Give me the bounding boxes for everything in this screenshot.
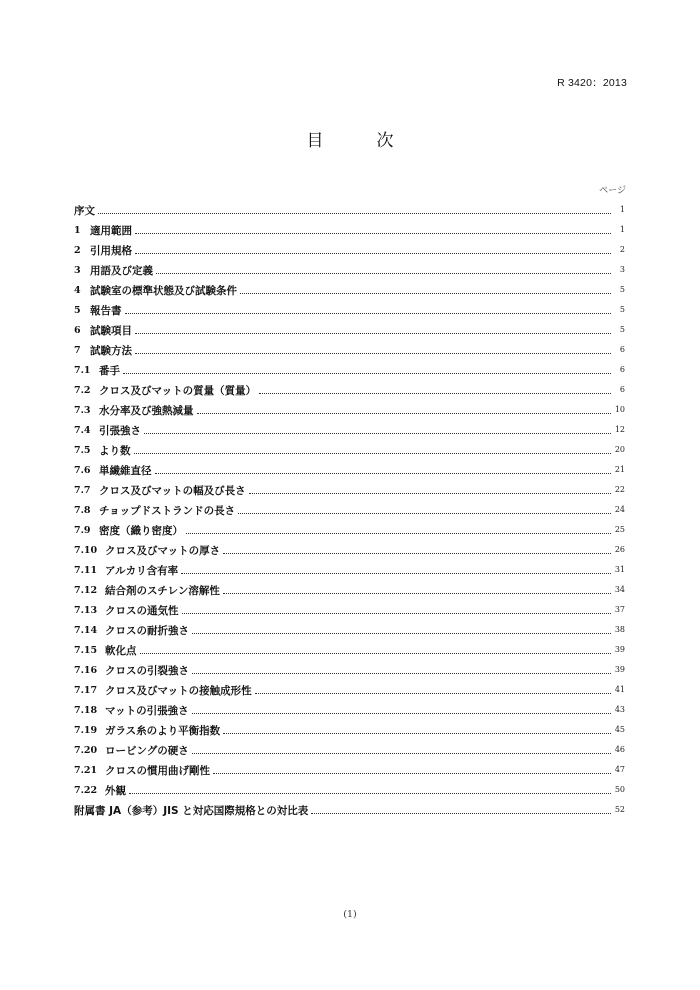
- toc-entry-page: 5: [619, 305, 625, 314]
- toc-entry-label: クロスの通気性: [105, 605, 179, 617]
- dot-leader: [135, 353, 611, 354]
- toc-entry-page: 52: [614, 805, 625, 814]
- toc-entry-page: 34: [614, 585, 625, 594]
- toc-entry[interactable]: [74, 798, 625, 818]
- toc-entry-page: 21: [614, 465, 625, 474]
- toc-entry-page: 20: [614, 445, 625, 454]
- dot-leader: [144, 433, 611, 434]
- toc-entry-label: より数: [99, 445, 131, 457]
- toc-entry[interactable]: [74, 558, 625, 578]
- toc-entry-page: 45: [614, 725, 625, 734]
- toc-entry-label: 序文: [74, 205, 95, 217]
- toc-entry-page: 24: [614, 505, 625, 514]
- dot-leader: [192, 713, 611, 714]
- toc-entry-label: 番手: [99, 365, 120, 377]
- toc-entry-page: 26: [614, 545, 625, 554]
- toc-entry-number: 7.15: [74, 645, 98, 656]
- toc-entry-label: クロスの慣用曲げ剛性: [105, 765, 210, 777]
- toc-entry-number: 3: [74, 265, 81, 276]
- toc-entry[interactable]: [74, 778, 625, 798]
- toc-entry[interactable]: [74, 438, 625, 458]
- toc-entry-number: 7.3: [74, 405, 91, 416]
- toc-entry-number: 7.1: [74, 365, 91, 376]
- toc-entry[interactable]: [74, 738, 625, 758]
- toc-entry-number: 2: [74, 245, 81, 256]
- toc-entry[interactable]: [74, 658, 625, 678]
- toc-entry[interactable]: [74, 618, 625, 638]
- dot-leader: [186, 533, 611, 534]
- toc-entry-page: 22: [614, 485, 625, 494]
- dot-leader: [129, 793, 611, 794]
- toc-entry-number: 7.16: [74, 665, 98, 676]
- toc-entry-label: 結合剤のスチレン溶解性: [105, 585, 220, 597]
- toc-entry-label: 試験方法: [90, 345, 132, 357]
- toc-entry-number: 7.8: [74, 505, 91, 516]
- toc-entry-label: クロス及びマットの厚さ: [105, 545, 221, 557]
- toc-entry-label: クロス及びマットの接触成形性: [105, 685, 252, 697]
- toc-entry-number: 7.21: [74, 765, 98, 776]
- toc-entry[interactable]: [74, 298, 625, 318]
- toc-entry[interactable]: [74, 358, 625, 378]
- dot-leader: [181, 573, 611, 574]
- toc-entry-label: ロービングの硬さ: [105, 745, 189, 757]
- page-number: (1): [343, 909, 357, 920]
- toc-entry-number: 7.13: [74, 605, 98, 616]
- toc-entry-number: 7.7: [74, 485, 91, 496]
- toc-entry-number: 5: [74, 305, 81, 316]
- dot-leader: [311, 813, 611, 814]
- toc-entry-page: 38: [614, 625, 625, 634]
- toc-entry-page: 43: [614, 705, 625, 714]
- toc-entry-number: 7.6: [74, 465, 91, 476]
- page-title: 目 次: [306, 131, 412, 151]
- dot-leader: [125, 313, 612, 314]
- toc-entry-number: 7.11: [74, 565, 98, 576]
- dot-leader: [134, 453, 612, 454]
- toc-entry-page: 46: [614, 745, 625, 754]
- toc-entry-page: 2: [619, 245, 625, 254]
- toc-entry-page: 6: [619, 345, 625, 354]
- toc-entry-label: チョップドストランドの長さ: [99, 505, 236, 517]
- dot-leader: [135, 233, 611, 234]
- dot-leader: [240, 293, 611, 294]
- toc-entry-page: 50: [614, 785, 625, 794]
- toc-entry-page: 31: [614, 565, 625, 574]
- toc-entry-label: マットの引張強さ: [105, 705, 189, 717]
- toc-entry[interactable]: [74, 718, 625, 738]
- dot-leader: [238, 513, 611, 514]
- toc-entry-number: 7.9: [74, 525, 91, 536]
- toc-entry[interactable]: [74, 258, 625, 278]
- toc-entry-page: 10: [614, 405, 625, 414]
- toc-entry-number: 7.4: [74, 425, 91, 436]
- page-column-label: ページ: [599, 186, 626, 196]
- toc-entry-number: 4: [74, 285, 81, 296]
- toc-entry[interactable]: [74, 238, 625, 258]
- toc-entry[interactable]: [74, 418, 625, 438]
- toc-entry-number: 7.20: [74, 745, 98, 756]
- toc-entry[interactable]: [74, 678, 625, 698]
- toc-entry-number: 7.2: [74, 385, 91, 396]
- dot-leader: [192, 633, 611, 634]
- toc-entry-number: 7.19: [74, 725, 98, 736]
- toc-entry-number: 7: [74, 345, 81, 356]
- toc-entry-label: 報告書: [90, 305, 122, 317]
- toc-entry-page: 6: [619, 365, 625, 374]
- table-of-contents: [74, 198, 625, 818]
- toc-entry[interactable]: [74, 758, 625, 778]
- toc-entry-page: 5: [619, 285, 625, 294]
- toc-entry-label: 用語及び定義: [90, 265, 153, 277]
- toc-entry-label: 引張強さ: [99, 425, 141, 437]
- dot-leader: [223, 733, 611, 734]
- dot-leader: [259, 393, 611, 394]
- dot-leader: [156, 273, 611, 274]
- toc-entry[interactable]: [74, 538, 625, 558]
- toc-entry[interactable]: [74, 338, 625, 358]
- toc-entry[interactable]: [74, 498, 625, 518]
- toc-entry-number: 7.14: [74, 625, 98, 636]
- toc-entry-label: 試験室の標準状態及び試験条件: [90, 285, 237, 297]
- toc-entry-label: クロス及びマットの質量（質量）: [99, 385, 257, 397]
- toc-entry-page: 37: [614, 605, 625, 614]
- dot-leader: [140, 653, 612, 654]
- toc-entry-number: 6: [74, 325, 81, 336]
- toc-entry-number: 7.22: [74, 785, 98, 796]
- toc-entry[interactable]: [74, 378, 625, 398]
- dot-leader: [192, 753, 611, 754]
- toc-entry-label: クロス及びマットの幅及び長さ: [99, 485, 246, 497]
- dot-leader: [135, 253, 611, 254]
- toc-entry[interactable]: [74, 398, 625, 418]
- toc-entry[interactable]: [74, 218, 625, 238]
- toc-entry-label: 軟化点: [105, 645, 137, 657]
- toc-entry[interactable]: [74, 278, 625, 298]
- toc-entry-label: 外観: [105, 785, 126, 797]
- toc-entry[interactable]: [74, 638, 625, 658]
- dot-leader: [123, 373, 611, 374]
- toc-entry[interactable]: [74, 598, 625, 618]
- dot-leader: [98, 213, 611, 214]
- toc-entry-page: 5: [619, 325, 625, 334]
- toc-entry-label: 試験項目: [90, 325, 132, 337]
- toc-entry-page: 47: [614, 765, 625, 774]
- toc-entry-number: 1: [74, 225, 81, 236]
- toc-entry-page: 1: [619, 225, 625, 234]
- dot-leader: [182, 613, 612, 614]
- toc-entry-label: クロスの引裂強さ: [105, 665, 189, 677]
- toc-entry-label: 単繊維直径: [99, 465, 152, 477]
- toc-entry-page: 25: [614, 525, 625, 534]
- dot-leader: [197, 413, 612, 414]
- toc-entry-page: 39: [614, 665, 625, 674]
- toc-entry-page: 3: [619, 265, 625, 274]
- dot-leader: [155, 473, 612, 474]
- toc-entry[interactable]: [74, 318, 625, 338]
- toc-entry-label: ガラス糸のより平衡指数: [105, 725, 221, 737]
- dot-leader: [223, 593, 611, 594]
- toc-entry-label: 密度（織り密度）: [99, 525, 183, 537]
- toc-entry-label: 附属書 JA（参考）JIS と対応国際規格との対比表: [74, 805, 309, 817]
- standard-id: R 3420：2013: [557, 77, 627, 89]
- toc-entry-number: 7.12: [74, 585, 98, 596]
- toc-entry-page: 12: [614, 425, 625, 434]
- toc-entry-page: 39: [614, 645, 625, 654]
- toc-entry[interactable]: [74, 578, 625, 598]
- dot-leader: [135, 333, 611, 334]
- toc-entry-label: 適用範囲: [90, 225, 132, 237]
- dot-leader: [223, 553, 611, 554]
- toc-entry-number: 7.18: [74, 705, 98, 716]
- toc-entry[interactable]: [74, 478, 625, 498]
- toc-entry-page: 1: [619, 205, 625, 214]
- toc-entry[interactable]: [74, 518, 625, 538]
- toc-entry-page: 6: [619, 385, 625, 394]
- toc-entry[interactable]: [74, 698, 625, 718]
- toc-entry-label: アルカリ含有率: [105, 565, 179, 577]
- toc-entry-page: 41: [614, 685, 625, 694]
- toc-entry-label: クロスの耐折強さ: [105, 625, 189, 637]
- dot-leader: [249, 493, 611, 494]
- dot-leader: [213, 773, 611, 774]
- dot-leader: [192, 673, 611, 674]
- toc-entry[interactable]: [74, 198, 625, 218]
- toc-entry-number: 7.17: [74, 685, 98, 696]
- dot-leader: [255, 693, 611, 694]
- toc-entry-label: 引用規格: [90, 245, 132, 257]
- toc-entry[interactable]: [74, 458, 625, 478]
- toc-entry-number: 7.5: [74, 445, 91, 456]
- toc-entry-number: 7.10: [74, 545, 98, 556]
- toc-entry-label: 水分率及び強熱減量: [99, 405, 194, 417]
